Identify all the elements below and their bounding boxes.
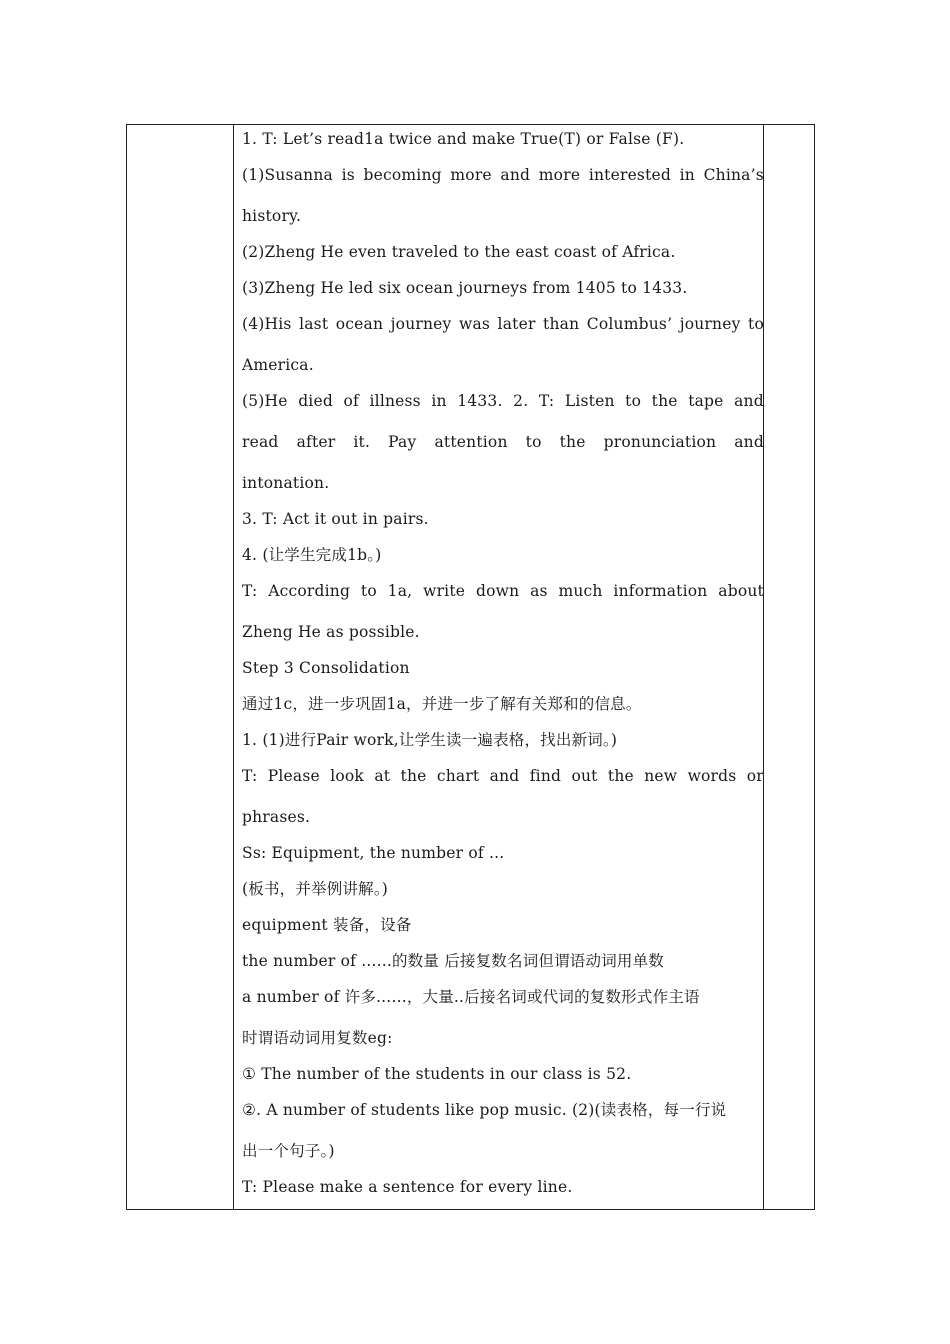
word: last xyxy=(299,315,329,333)
word: tape xyxy=(688,392,724,410)
text-line: intonation. xyxy=(242,474,330,492)
word: in xyxy=(431,392,447,410)
word: at xyxy=(374,767,391,785)
text-line: Ss: Equipment, the number of ... xyxy=(242,844,505,862)
word: ocean xyxy=(335,315,384,333)
word: Columbus’ xyxy=(586,315,673,333)
word: attention xyxy=(434,433,508,451)
word: to xyxy=(525,433,542,451)
word: more xyxy=(450,166,492,184)
word: than xyxy=(543,315,580,333)
text-line: America. xyxy=(242,356,314,374)
word: (5)He xyxy=(242,392,288,410)
word: journey xyxy=(390,315,452,333)
word: the xyxy=(607,767,634,785)
word: the xyxy=(400,767,427,785)
word: words xyxy=(687,767,737,785)
word: much xyxy=(558,582,603,600)
text-line xyxy=(242,581,764,601)
word: later xyxy=(497,315,536,333)
word: it. xyxy=(353,433,371,451)
word: Please xyxy=(267,767,320,785)
word: after xyxy=(296,433,336,451)
word: or xyxy=(746,767,764,785)
text-line: 时谓语动词用复数eg: xyxy=(242,1029,393,1047)
word: out xyxy=(571,767,598,785)
column-divider-left xyxy=(233,125,234,1209)
word: Listen xyxy=(564,392,615,410)
word: becoming xyxy=(363,166,442,184)
text-line: ②. A number of students like pop music. (2)(读表格，每一行说 xyxy=(242,1101,727,1119)
word: Pay xyxy=(388,433,417,451)
word: in xyxy=(679,166,695,184)
text-line: 1. (1)进行Pair work,让学生读一遍表格，找出新词。) xyxy=(242,731,618,749)
word: and xyxy=(734,433,764,451)
word: to xyxy=(748,315,764,333)
word: to xyxy=(360,582,377,600)
word: China’s xyxy=(703,166,764,184)
text-line: the number of ......的数量 后接复数名词但谓语动词用单数 xyxy=(242,952,664,970)
word: T: xyxy=(242,767,258,785)
word: T: xyxy=(538,392,555,410)
word: journey xyxy=(679,315,741,333)
text-line: (板书，并举例讲解。) xyxy=(242,880,389,898)
text-line xyxy=(242,391,764,411)
text-line: T: Please make a sentence for every line. xyxy=(242,1178,573,1196)
word: and xyxy=(734,392,764,410)
word: of xyxy=(343,392,359,410)
text-line: (3)Zheng He led six ocean journeys from 1405 to 1433. xyxy=(242,279,688,297)
word: died xyxy=(298,392,333,410)
word: write xyxy=(423,582,466,600)
word: According xyxy=(268,582,351,600)
word: chart xyxy=(436,767,480,785)
text-line: 4. (让学生完成1b。) xyxy=(242,546,382,564)
word: pronunciation xyxy=(603,433,717,451)
lesson-table xyxy=(126,124,815,1210)
word: new xyxy=(644,767,678,785)
text-line: 1. T: Let’s read1a twice and make True(T) or False (F). xyxy=(242,130,685,148)
text-line: Zheng He as possible. xyxy=(242,623,420,641)
text-line: a number of 许多......，大量..后接名词或代词的复数形式作主语 xyxy=(242,988,700,1006)
word: interested xyxy=(588,166,672,184)
word: (1)Susanna xyxy=(242,166,333,184)
word: and xyxy=(489,767,520,785)
text-line: 出一个句子。) xyxy=(242,1142,335,1160)
word: as xyxy=(530,582,548,600)
word: 2. xyxy=(513,392,529,410)
word: more xyxy=(538,166,581,184)
word: down xyxy=(475,582,520,600)
word: T: xyxy=(242,582,258,600)
word: read xyxy=(242,433,279,451)
text-line: 3. T: Act it out in pairs. xyxy=(242,510,429,528)
word: 1433. xyxy=(457,392,503,410)
text-line: ① The number of the students in our class is 52. xyxy=(242,1065,632,1083)
text-line: history. xyxy=(242,207,302,225)
text-line: 通过1c，进一步巩固1a，并进一步了解有关郑和的信息。 xyxy=(242,695,642,713)
text-line xyxy=(242,165,764,185)
word: and xyxy=(500,166,531,184)
word: find xyxy=(529,767,562,785)
text-line xyxy=(242,432,764,452)
text-line xyxy=(242,314,764,334)
word: (4)His xyxy=(242,315,292,333)
text-line xyxy=(242,766,764,786)
word: illness xyxy=(369,392,421,410)
word: the xyxy=(651,392,678,410)
word: the xyxy=(559,433,586,451)
text-line: phrases. xyxy=(242,808,311,826)
word: to xyxy=(625,392,642,410)
word: information xyxy=(613,582,708,600)
word: is xyxy=(341,166,355,184)
text-line: (2)Zheng He even traveled to the east coast of Africa. xyxy=(242,243,676,261)
word: about xyxy=(718,582,764,600)
word: was xyxy=(458,315,491,333)
word: 1a, xyxy=(387,582,413,600)
word: look xyxy=(330,767,365,785)
section-heading: Step 3 Consolidation xyxy=(242,659,410,677)
text-line: equipment 装备，设备 xyxy=(242,916,412,934)
